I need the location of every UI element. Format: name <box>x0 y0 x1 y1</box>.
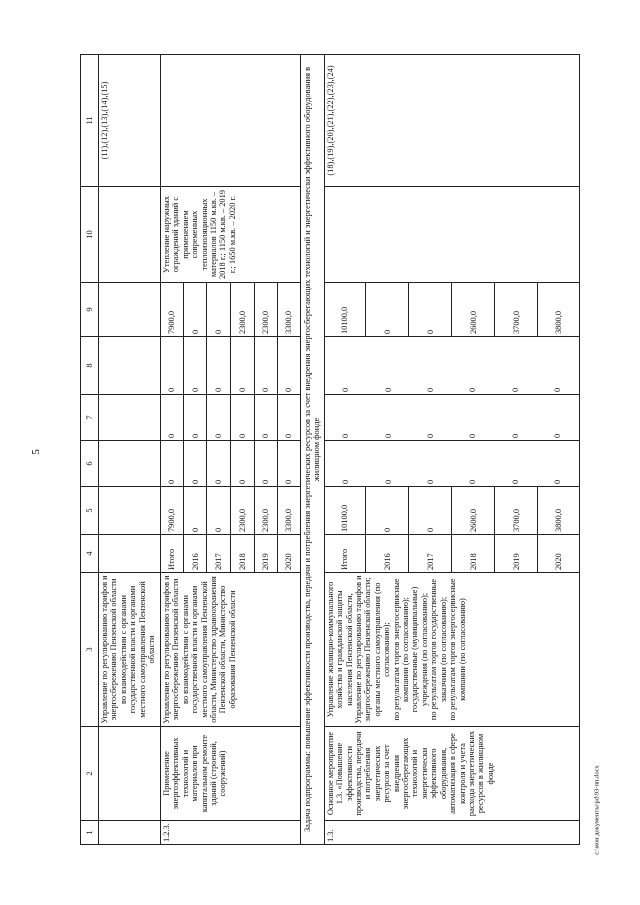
col7-values <box>325 395 579 440</box>
col6-cell <box>161 441 301 487</box>
amount-value: 0 <box>409 283 452 336</box>
amount-value: 0 <box>341 433 351 438</box>
amount-value: 0 <box>468 433 478 438</box>
amount-value: 0 <box>383 479 393 484</box>
amount-value: 0 <box>161 395 183 440</box>
measure-name: Применение энергоэффективных технологий и материалов при капитальном ремонте зданий (строений, сооружений) <box>161 727 301 821</box>
col8-cell <box>324 337 579 395</box>
amount-value: 0 <box>183 487 207 534</box>
program-measures-table <box>80 54 580 845</box>
amount-value: 2600,0 <box>452 283 495 336</box>
amount-value: 0 <box>183 283 207 336</box>
header-cell: 7 <box>81 395 99 441</box>
amount-value: 0 <box>161 441 183 486</box>
amount-value: 3800,0 <box>554 508 563 532</box>
year-value: 2018 <box>452 535 495 572</box>
col8-values <box>161 337 300 394</box>
amount-value: 0 <box>230 441 254 486</box>
row-number: 1.2.3. <box>161 821 301 845</box>
amount-value: 3300,0 <box>284 508 294 532</box>
amount-value: 0 <box>341 387 351 392</box>
result-cell <box>99 187 161 283</box>
year-value: Итого <box>325 535 366 572</box>
amount-value: 0 <box>510 479 520 484</box>
year-value: Итого <box>161 535 183 572</box>
indicator-refs: (18),(19),(20),(21),(22),(23),(24) <box>324 55 579 187</box>
amount-value: 0 <box>426 433 435 438</box>
executors-cell: Управление по регулированию тарифов и энергосбережению Пензенской области во взаимодействии с органами государственной власти и органами местного самоуправления Пензенской области, Министерство здравоохранения Пензенской области, Министерство образования Пензенской области <box>161 573 301 727</box>
amount-value: 0 <box>366 487 409 534</box>
header-cell: 2 <box>81 727 99 821</box>
amount-value: 10100,0 <box>325 283 366 336</box>
amount-value: 2300,0 <box>230 487 254 534</box>
col7-values <box>161 395 300 440</box>
amount-value: 0 <box>254 441 278 486</box>
amount-value: 0 <box>383 433 393 438</box>
amount-value: 0 <box>284 433 294 438</box>
header-row <box>81 55 99 845</box>
header-cell: 3 <box>81 573 99 727</box>
amount-value: 0 <box>553 479 563 484</box>
col8-values <box>325 337 579 394</box>
header-cell: 1 <box>81 821 99 845</box>
col5-values <box>325 487 579 534</box>
years-list <box>161 535 300 572</box>
year-value: 2017 <box>207 535 231 572</box>
col6-cell <box>99 441 161 487</box>
amount-value: 2300,0 <box>230 283 254 336</box>
year-value: 2019 <box>254 535 278 572</box>
measure-name: Основное мероприятие 1.3. «Повышение эффективности производства, передачи и потребления энергетических ресурсов за счет внедрения энергосберегающих технологий и энергетически эффективного оборудования, автоматизация в сфере контроля и учета расхода энергетических ресурсов в жилищном фонде <box>324 727 579 821</box>
executors-cell: Управление жилищно-коммунального хозяйства и гражданской защиты населения Пензенской области, Управление по регулированию тарифов и энергосбережению Пензенской области; органы местного самоуправления (по согласованию); по результатам торгов энергосервисные компании (по согласованию); государственные (муниципальные) учреждения (по согласованию); по результатам торгов государственные заказчики (по согласованию); по результатам торгов энергосервисные компании (по согласованию) <box>324 573 579 727</box>
amount-value: 0 <box>426 479 435 484</box>
col9-cell <box>161 283 301 337</box>
col8-cell <box>99 337 161 395</box>
amount-value: 7900,0 <box>161 487 183 534</box>
amount-value: 0 <box>468 479 478 484</box>
amount-value: 0 <box>207 395 231 440</box>
amount-value: 0 <box>341 479 351 484</box>
indicator-refs <box>161 55 301 187</box>
amount-value: 3700,0 <box>495 283 538 336</box>
header-cell: 6 <box>81 441 99 487</box>
amount-value: 0 <box>510 433 520 438</box>
amount-value: 2300,0 <box>254 487 278 534</box>
amount-value: 3700,0 <box>495 487 538 534</box>
amount-value: 0 <box>207 487 231 534</box>
amount-value: 0 <box>383 387 393 392</box>
amount-value: 2600,0 <box>452 487 495 534</box>
years-cell <box>99 535 161 573</box>
col5-values <box>161 487 300 534</box>
amount-value: 3800,0 <box>554 310 563 334</box>
amount-value: 3300,0 <box>284 310 294 334</box>
row-number <box>99 821 161 845</box>
indicator-refs: (11),(12),(13),(14),(15) <box>99 55 161 187</box>
years-cell <box>324 535 579 573</box>
col6-cell <box>324 441 579 487</box>
col6-values <box>161 441 300 486</box>
year-value: 2020 <box>554 553 563 570</box>
header-cell: 5 <box>81 487 99 535</box>
amount-value: 0 <box>426 387 435 392</box>
col7-cell <box>161 395 301 441</box>
measure-name <box>99 727 161 821</box>
amount-value: 0 <box>207 337 231 394</box>
amount-value: 0 <box>230 337 254 394</box>
col5-cell <box>99 487 161 535</box>
years-list <box>325 535 579 572</box>
col8-cell <box>161 337 301 395</box>
header-cell: 10 <box>81 187 99 283</box>
col9-values <box>325 283 579 336</box>
program-measures-table-sheet <box>80 55 580 845</box>
table-row-1-2-3 <box>161 55 301 845</box>
amount-value: 0 <box>284 479 294 484</box>
amount-value: 0 <box>510 387 520 392</box>
amount-value: 0 <box>553 433 563 438</box>
amount-value: 0 <box>284 387 294 392</box>
col9-cell <box>99 283 161 337</box>
amount-value: 2300,0 <box>254 283 278 336</box>
amount-value: 0 <box>183 441 207 486</box>
amount-value: 7900,0 <box>161 283 183 336</box>
amount-value: 0 <box>553 387 563 392</box>
year-value: 2018 <box>230 535 254 572</box>
header-cell: 11 <box>81 55 99 187</box>
table-row-continuation <box>99 55 161 845</box>
result-cell <box>324 187 579 283</box>
year-value: 2016 <box>183 535 207 572</box>
col5-cell <box>161 487 301 535</box>
amount-value: 0 <box>183 395 207 440</box>
subprogram-task-row <box>301 55 325 845</box>
amount-value: 0 <box>254 395 278 440</box>
amount-value: 0 <box>230 395 254 440</box>
col7-cell <box>324 395 579 441</box>
col9-cell <box>324 283 579 337</box>
col9-values <box>161 283 300 336</box>
year-value: 2017 <box>409 535 452 572</box>
amount-value: 0 <box>254 337 278 394</box>
footer-file-path: c:\мои документы\pd\93-пп.docx <box>593 765 601 855</box>
amount-value: 0 <box>207 441 231 486</box>
year-value: 2020 <box>284 553 294 570</box>
result-cell: Утепление наружных ограждений зданий с применением современных теплоизоляционных материалов 1150 м.кв. – 2018 г.; 1150 м.кв. – 2019 г.; 1650 м.кв. – 2020 г. <box>161 187 301 283</box>
year-value: 2016 <box>366 535 409 572</box>
amount-value: 0 <box>409 487 452 534</box>
amount-value: 0 <box>468 387 478 392</box>
amount-value: 0 <box>366 283 409 336</box>
year-value: 2019 <box>495 535 538 572</box>
amount-value: 0 <box>207 283 231 336</box>
years-cell <box>161 535 301 573</box>
amount-value: 0 <box>183 337 207 394</box>
amount-value: 0 <box>161 337 183 394</box>
amount-value: 10100,0 <box>325 487 366 534</box>
col7-cell <box>99 395 161 441</box>
header-cell: 4 <box>81 535 99 573</box>
header-cell: 8 <box>81 337 99 395</box>
header-cell: 9 <box>81 283 99 337</box>
page-number: 5 <box>30 449 42 455</box>
subprogram-task-text: Задача подпрограммы: повышение эффективности производства, передачи и потребления энергетических ресурсов за счет внедрения энергосберегающих технологий и энергетически эффективного оборудования в жилищном фонде <box>301 55 325 845</box>
executors-cell: Управление по регулированию тарифов и энергосбережению Пензенской области во взаимодействии с органами государственной власти и органами местного самоуправления Пензенской области <box>99 573 161 727</box>
row-number: 1.3. <box>324 821 579 845</box>
col6-values <box>325 441 579 486</box>
col5-cell <box>324 487 579 535</box>
table-row-1-3 <box>324 55 579 845</box>
